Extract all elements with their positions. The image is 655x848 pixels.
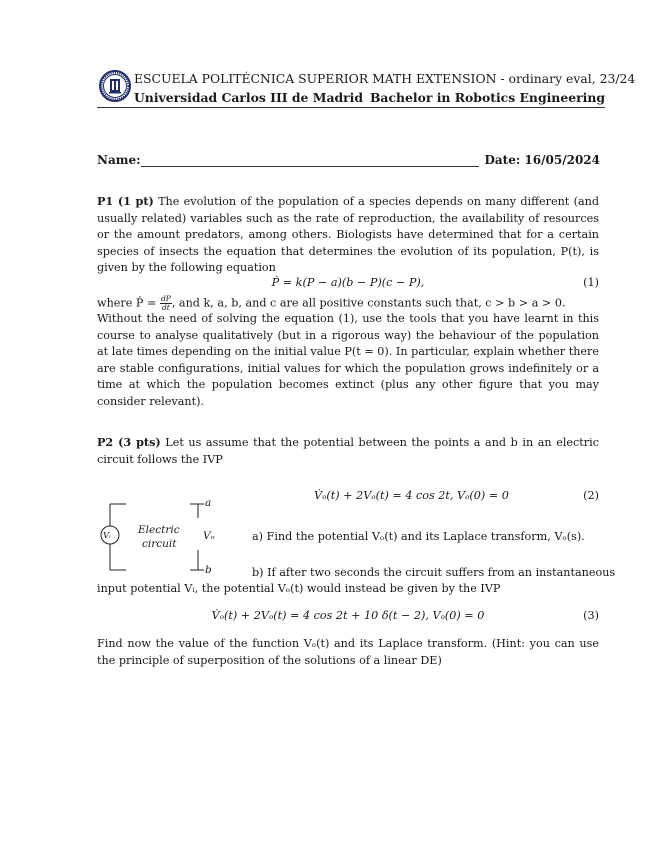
- p1-equation-number: (1): [583, 276, 599, 289]
- header-subtitle: [134, 90, 605, 107]
- circuit-box-line1: Electric: [138, 524, 180, 536]
- p1-where-suffix: , and k, a, b, and c are all positive constants such that, c > b > a > 0.: [171, 296, 566, 310]
- source-label: Vᵢ: [103, 531, 111, 541]
- p2-equation3-row: [97, 608, 599, 626]
- p1-intro: [97, 193, 599, 277]
- name-label: Name:: [97, 153, 141, 167]
- p1-intro-text: The evolution of the population of a species depends on many different (and usually related) variables such as the rate of reproduction, the availability of resources or the amount predators, among others. Biologists have determined that for a certain species of insects the equation that determines the evolution of its population, P(t), is given by the following equation: [97, 195, 599, 274]
- p2-part-b-line2: input potential Vᵢ, the potential Vₒ(t) would instead be given by the IVP: [97, 582, 501, 595]
- header-institution: ESCUELA POLITÉCNICA SUPERIOR MATH EXTENSION - ordinary eval, 23/24: [134, 71, 636, 86]
- p1-equation: Ṗ = k(P − a)(b − P)(c − P),: [271, 276, 425, 289]
- output-label: Vₒ: [203, 530, 215, 542]
- p1-where-prefix: where Ṗ =: [97, 296, 157, 310]
- p2-intro-text: Let us assume that the potential between the points a and b in an electric circuit follows the IVP: [97, 436, 599, 466]
- circuit-box-line2: circuit: [142, 538, 177, 550]
- p1-where: [97, 295, 599, 312]
- p2-part-b-line1: b) If after two seconds the circuit suffers from an instantaneous: [252, 566, 616, 579]
- p2-equation3: V̇ₒ(t) + 2Vₒ(t) = 4 cos 2t + 10 δ(t − 2), Vₒ(0) = 0: [211, 609, 485, 622]
- p2-equation-number: (2): [583, 489, 599, 502]
- terminal-a: a: [205, 497, 212, 509]
- p2-equation3-number: (3): [583, 609, 599, 622]
- p1-label: P1 (1 pt): [97, 194, 154, 208]
- p1-body: Without the need of solving the equation (1), use the tools that you have learnt in this course to analyse qualitatively (but in a rigorous way) the behaviour of the population at late times depending on the initial value P(t = 0). In particular, explain whether there are stable configurations, initial values for which the population grows indefinitely or a time at which the population becomes extinct (plus any other figure that you may consider relevant).: [97, 312, 599, 408]
- terminal-b: b: [205, 564, 212, 576]
- p2-label: P2 (3 pts): [97, 435, 161, 449]
- p2-intro: [97, 434, 599, 468]
- p2-part-a: a) Find the potential Vₒ(t) and its Laplace transform, Vₒ(s).: [252, 530, 585, 543]
- p2-equation-row: [250, 488, 599, 506]
- student-info-row: [97, 152, 600, 170]
- university-name: Universidad Carlos III de Madrid: [134, 90, 364, 105]
- exam-date: Date: 16/05/2024: [484, 153, 600, 167]
- degree-name: Bachelor in Robotics Engineering: [369, 90, 605, 105]
- dp-dt-fraction: $\frac{dP}{dt}$: [160, 294, 171, 312]
- p1-equation-row: [97, 275, 599, 293]
- p2-equation: V̇ₒ(t) + 2Vₒ(t) = 4 cos 2t, Vₒ(0) = 0: [314, 489, 509, 502]
- header-rule: [97, 107, 605, 108]
- name-field-line: [141, 166, 479, 167]
- university-seal-icon: [99, 70, 131, 102]
- circuit-diagram: [96, 496, 221, 576]
- p2-closing: Find now the value of the function Vₒ(t) and its Laplace transform. (Hint: you can use the principle of superposition of the solutions of a linear DE): [97, 637, 599, 667]
